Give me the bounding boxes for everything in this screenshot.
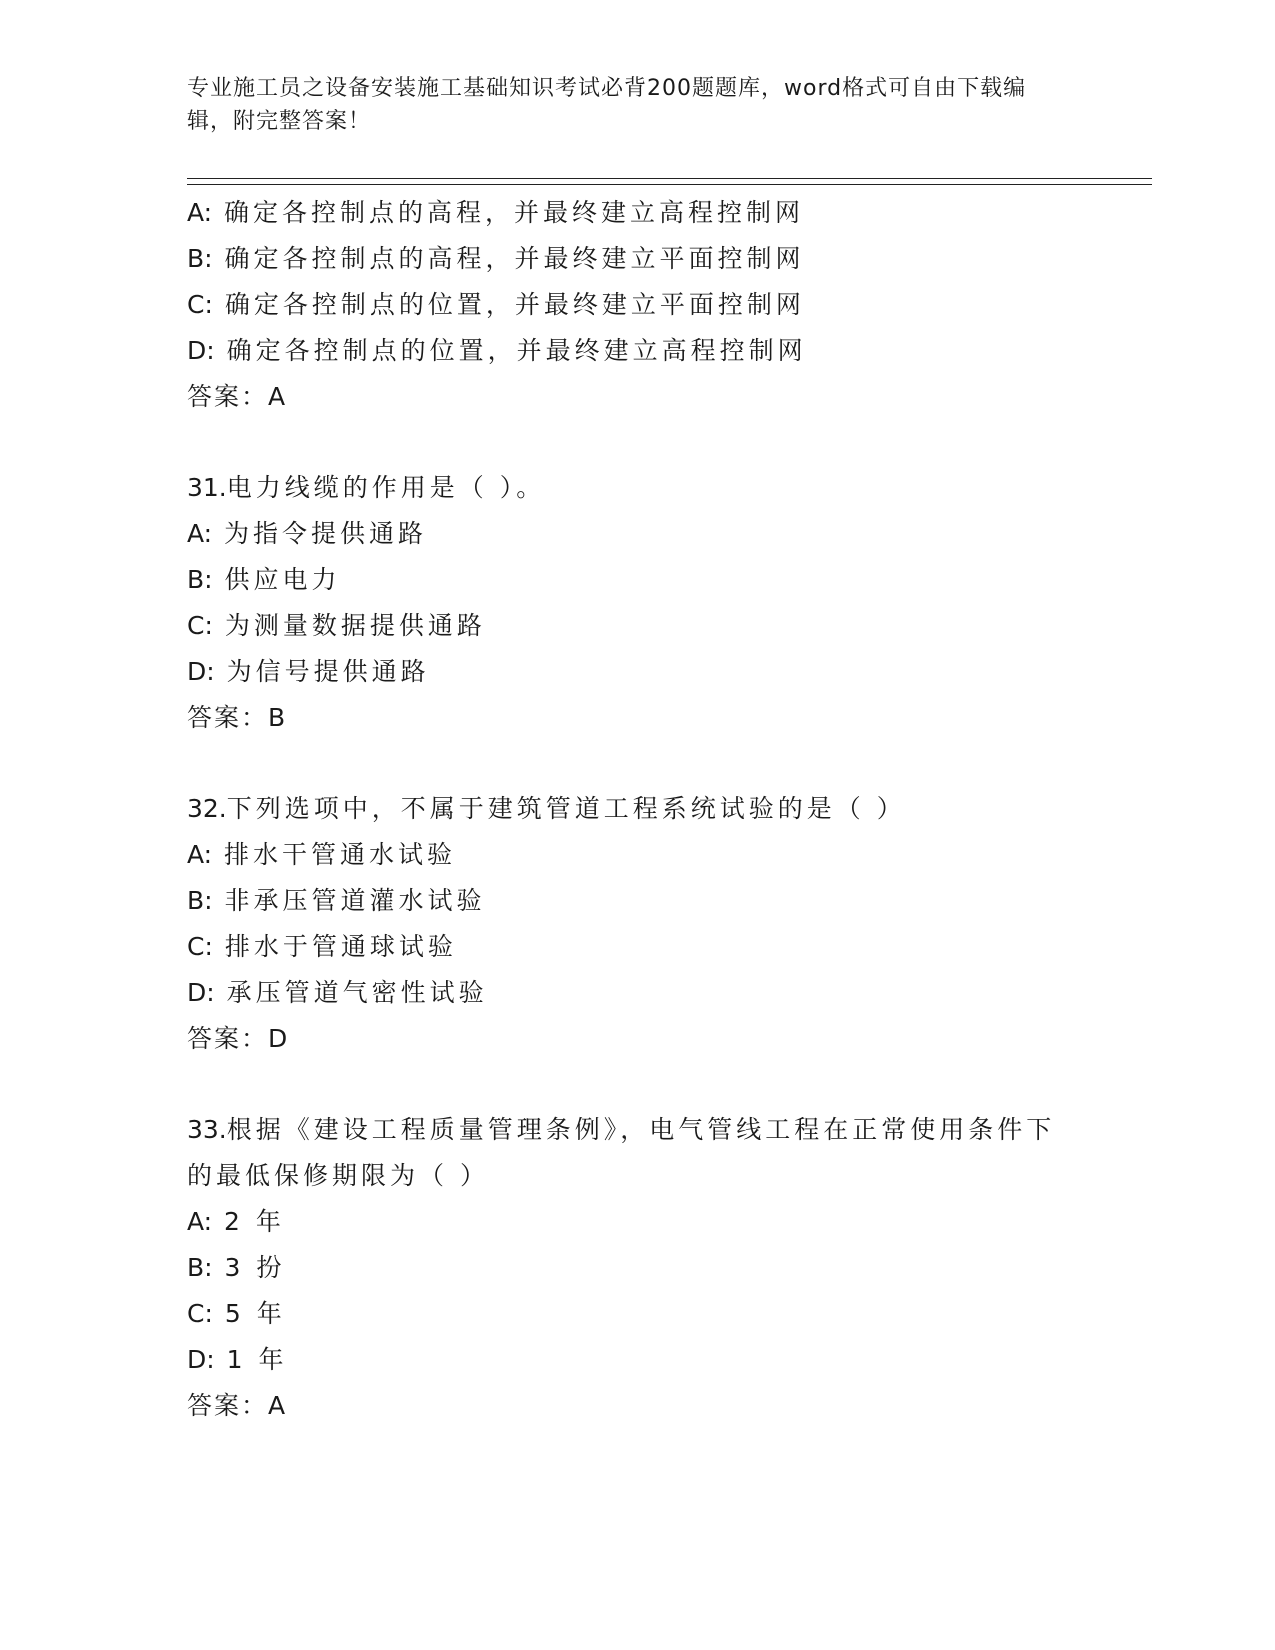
question-stem: 32.下列选项中，不属于建筑管道工程系统试验的是（ ）: [187, 794, 906, 823]
option-a: A: 2 年: [187, 1207, 285, 1236]
page-header: 专业施工员之设备安装施工基础知识考试必背200题题库，word格式可自由下载编辑，附完整答案！: [187, 76, 1027, 134]
question-block-31: [187, 465, 1087, 741]
option-b: B: 3 扮: [187, 1253, 286, 1282]
question-block-32: [187, 786, 1087, 1062]
header-rule-top: [187, 178, 1152, 179]
option-c: C: 5 年: [187, 1299, 286, 1328]
option-b: B: 供应电力: [187, 565, 341, 594]
question-block-33: [187, 1107, 1087, 1429]
answer: 答案：B: [187, 703, 288, 732]
option-d: D: 1 年: [187, 1345, 288, 1374]
option-a: A: 为指令提供通路: [187, 519, 428, 548]
option-b: B: 确定各控制点的高程，并最终建立平面控制网: [187, 244, 805, 273]
question-stem: 31.电力线缆的作用是（ ）。: [187, 473, 546, 502]
question-block-continued: [187, 190, 1087, 420]
answer: 答案：A: [187, 1391, 288, 1420]
option-b: B: 非承压管道灌水试验: [187, 886, 486, 915]
answer: 答案：D: [187, 1024, 290, 1053]
option-a: A: 排水干管通水试验: [187, 840, 457, 869]
option-c: C: 为测量数据提供通路: [187, 611, 486, 640]
option-c: C: 确定各控制点的位置，并最终建立平面控制网: [187, 290, 805, 319]
answer: 答案：A: [187, 382, 288, 411]
question-list: [187, 190, 1087, 1429]
question-stem-continued: 的最低保修期限为（ ）: [187, 1161, 489, 1190]
option-a: A: 确定各控制点的高程，并最终建立高程控制网: [187, 198, 805, 227]
question-stem: 33.根据《建设工程质量管理条例》，电气管线工程在正常使用条件下: [187, 1115, 1056, 1144]
option-d: D: 为信号提供通路: [187, 657, 430, 686]
option-d: D: 承压管道气密性试验: [187, 978, 488, 1007]
option-d: D: 确定各控制点的位置，并最终建立高程控制网: [187, 336, 807, 365]
option-c: C: 排水于管通球试验: [187, 932, 457, 961]
header-rule-bottom: [187, 184, 1152, 185]
